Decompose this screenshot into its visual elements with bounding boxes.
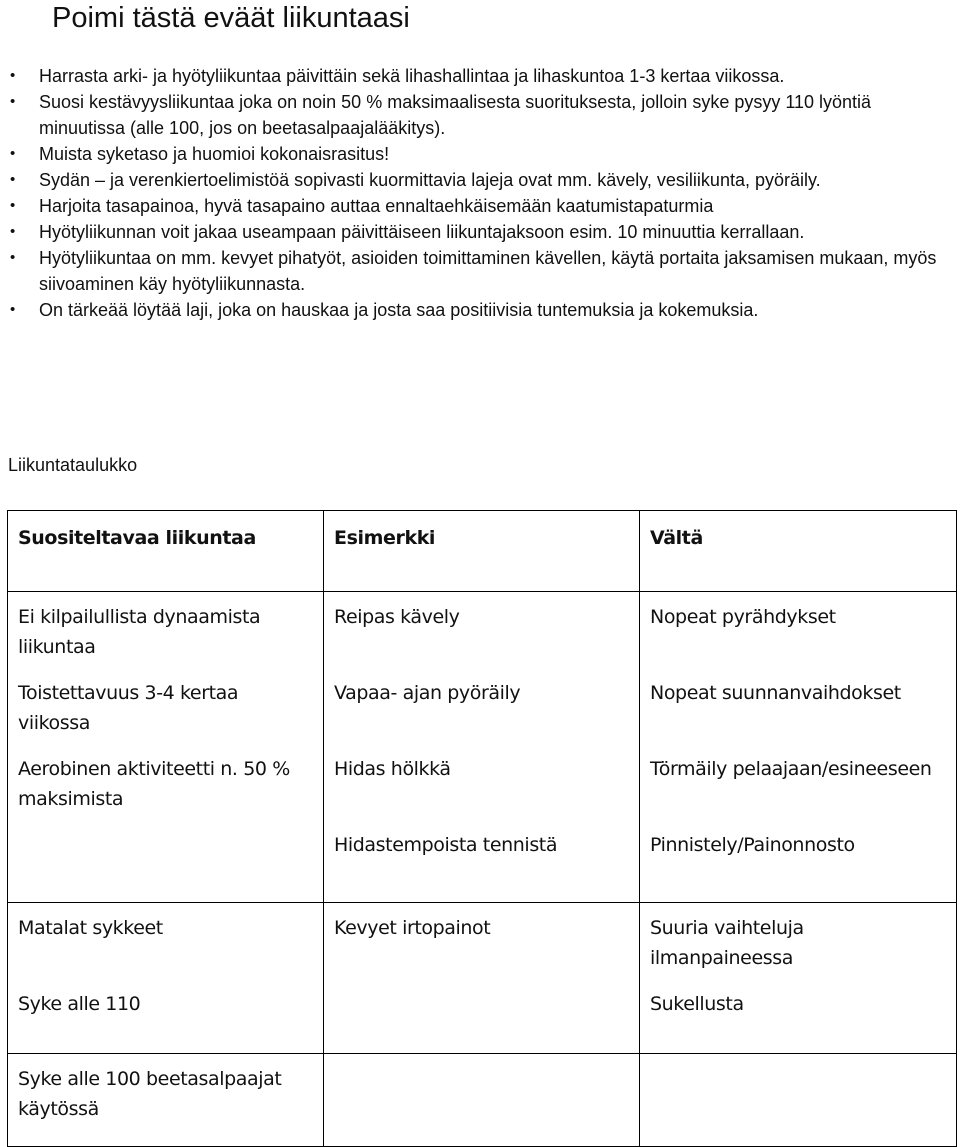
bullet-icon: •	[10, 301, 16, 318]
bullet-icon: •	[10, 197, 16, 214]
list-item-text: Harrasta arki- ja hyötyliikuntaa päivittäin sekä lihashallintaa ja lihaskuntoa 1-3 kertaa viikossa.	[39, 66, 785, 86]
cell-text: Suuria vaihteluja ilmanpaineessa	[650, 917, 804, 969]
cell-text: Matalat sykkeet	[18, 917, 163, 939]
cell-text: Reipas kävely	[334, 606, 460, 628]
table-caption: Liikuntataulukko	[8, 455, 138, 475]
list-item	[10, 219, 955, 245]
cell-text: Törmäily pelaajaan/esineeseen	[650, 758, 932, 780]
list-item-text: Sydän – ja verenkiertoelimistöä sopivasti kuormittavia lajeja ovat mm. kävely, vesiliikunta, pyöräily.	[39, 170, 821, 190]
column-header: Vältä	[640, 511, 957, 592]
page-title: Poimi tästä eväät liikuntaasi	[52, 2, 410, 34]
list-item	[10, 167, 955, 193]
column-header: Esimerkki	[324, 511, 640, 592]
cell-text: Sukellusta	[650, 993, 744, 1015]
list-item	[10, 63, 955, 89]
cell-text: Kevyet irtopainot	[334, 917, 491, 939]
bullet-icon: •	[10, 145, 16, 162]
cell-text: Syke alle 110	[18, 993, 141, 1015]
table-cell	[324, 903, 640, 1054]
exercise-table	[7, 510, 957, 1147]
list-item	[10, 141, 955, 167]
bullet-icon: •	[10, 223, 16, 240]
bullet-icon: •	[10, 171, 16, 188]
list-item-text: Harjoita tasapainoa, hyvä tasapaino auttaa ennaltaehkäisemään kaatumistapaturmia	[39, 196, 714, 216]
cell-text: Nopeat suunnanvaihdokset	[650, 682, 901, 704]
table-row	[8, 592, 957, 903]
cell-text: Hidastempoista tennistä	[334, 834, 558, 856]
cell-text: Nopeat pyrähdykset	[650, 606, 836, 628]
list-item-text: Hyötyliikunnan voit jakaa useampaan päivittäiseen liikuntajaksoon esim. 10 minuuttia kerrallaan.	[39, 222, 805, 242]
cell-text: Aerobinen aktiviteetti n. 50 % maksimista	[18, 758, 290, 810]
cell-text: Toistettavuus 3-4 kertaa viikossa	[18, 682, 239, 734]
table-header-row	[8, 511, 957, 592]
cell-text: Syke alle 100 beetasalpaajat käytössä	[18, 1068, 282, 1120]
list-item-text: Suosi kestävyysliikuntaa joka on noin 50 % maksimaalisesta suorituksesta, jolloin syke pysyy 110 lyöntiä minuutissa (alle 100, jos on beetasalpaajalääkitys).	[39, 92, 872, 138]
cell-text: Hidas hölkkä	[334, 758, 451, 780]
list-item-text: Hyötyliikuntaa on mm. kevyet pihatyöt, asioiden toimittaminen kävellen, käytä portaita jaksamisen mukaan, myös siivoaminen käy hyötyliikunnasta.	[39, 248, 937, 294]
list-item	[10, 297, 955, 323]
cell-text: Pinnistely/Painonnosto	[650, 834, 855, 856]
table-cell	[8, 903, 324, 1054]
column-header: Suositeltavaa liikuntaa	[8, 511, 324, 592]
bullet-icon: •	[10, 249, 16, 266]
bullet-icon: •	[10, 93, 16, 110]
cell-text: Ei kilpailullista dynaamista liikuntaa	[18, 606, 261, 658]
table-cell	[8, 592, 324, 903]
table-cell	[640, 592, 957, 903]
list-item-text: Muista syketaso ja huomioi kokonaisrasitus!	[39, 144, 390, 164]
bullet-icon: •	[10, 67, 16, 84]
list-item	[10, 89, 955, 141]
list-item	[10, 193, 955, 219]
table-cell	[640, 903, 957, 1054]
table-row	[8, 903, 957, 1054]
list-item	[10, 245, 955, 297]
tips-list	[10, 63, 955, 323]
table-cell	[324, 592, 640, 903]
list-item-text: On tärkeää löytää laji, joka on hauskaa ja josta saa positiivisia tuntemuksia ja kokemuksia.	[39, 300, 759, 320]
cell-text: Vapaa- ajan pyöräily	[334, 682, 521, 704]
